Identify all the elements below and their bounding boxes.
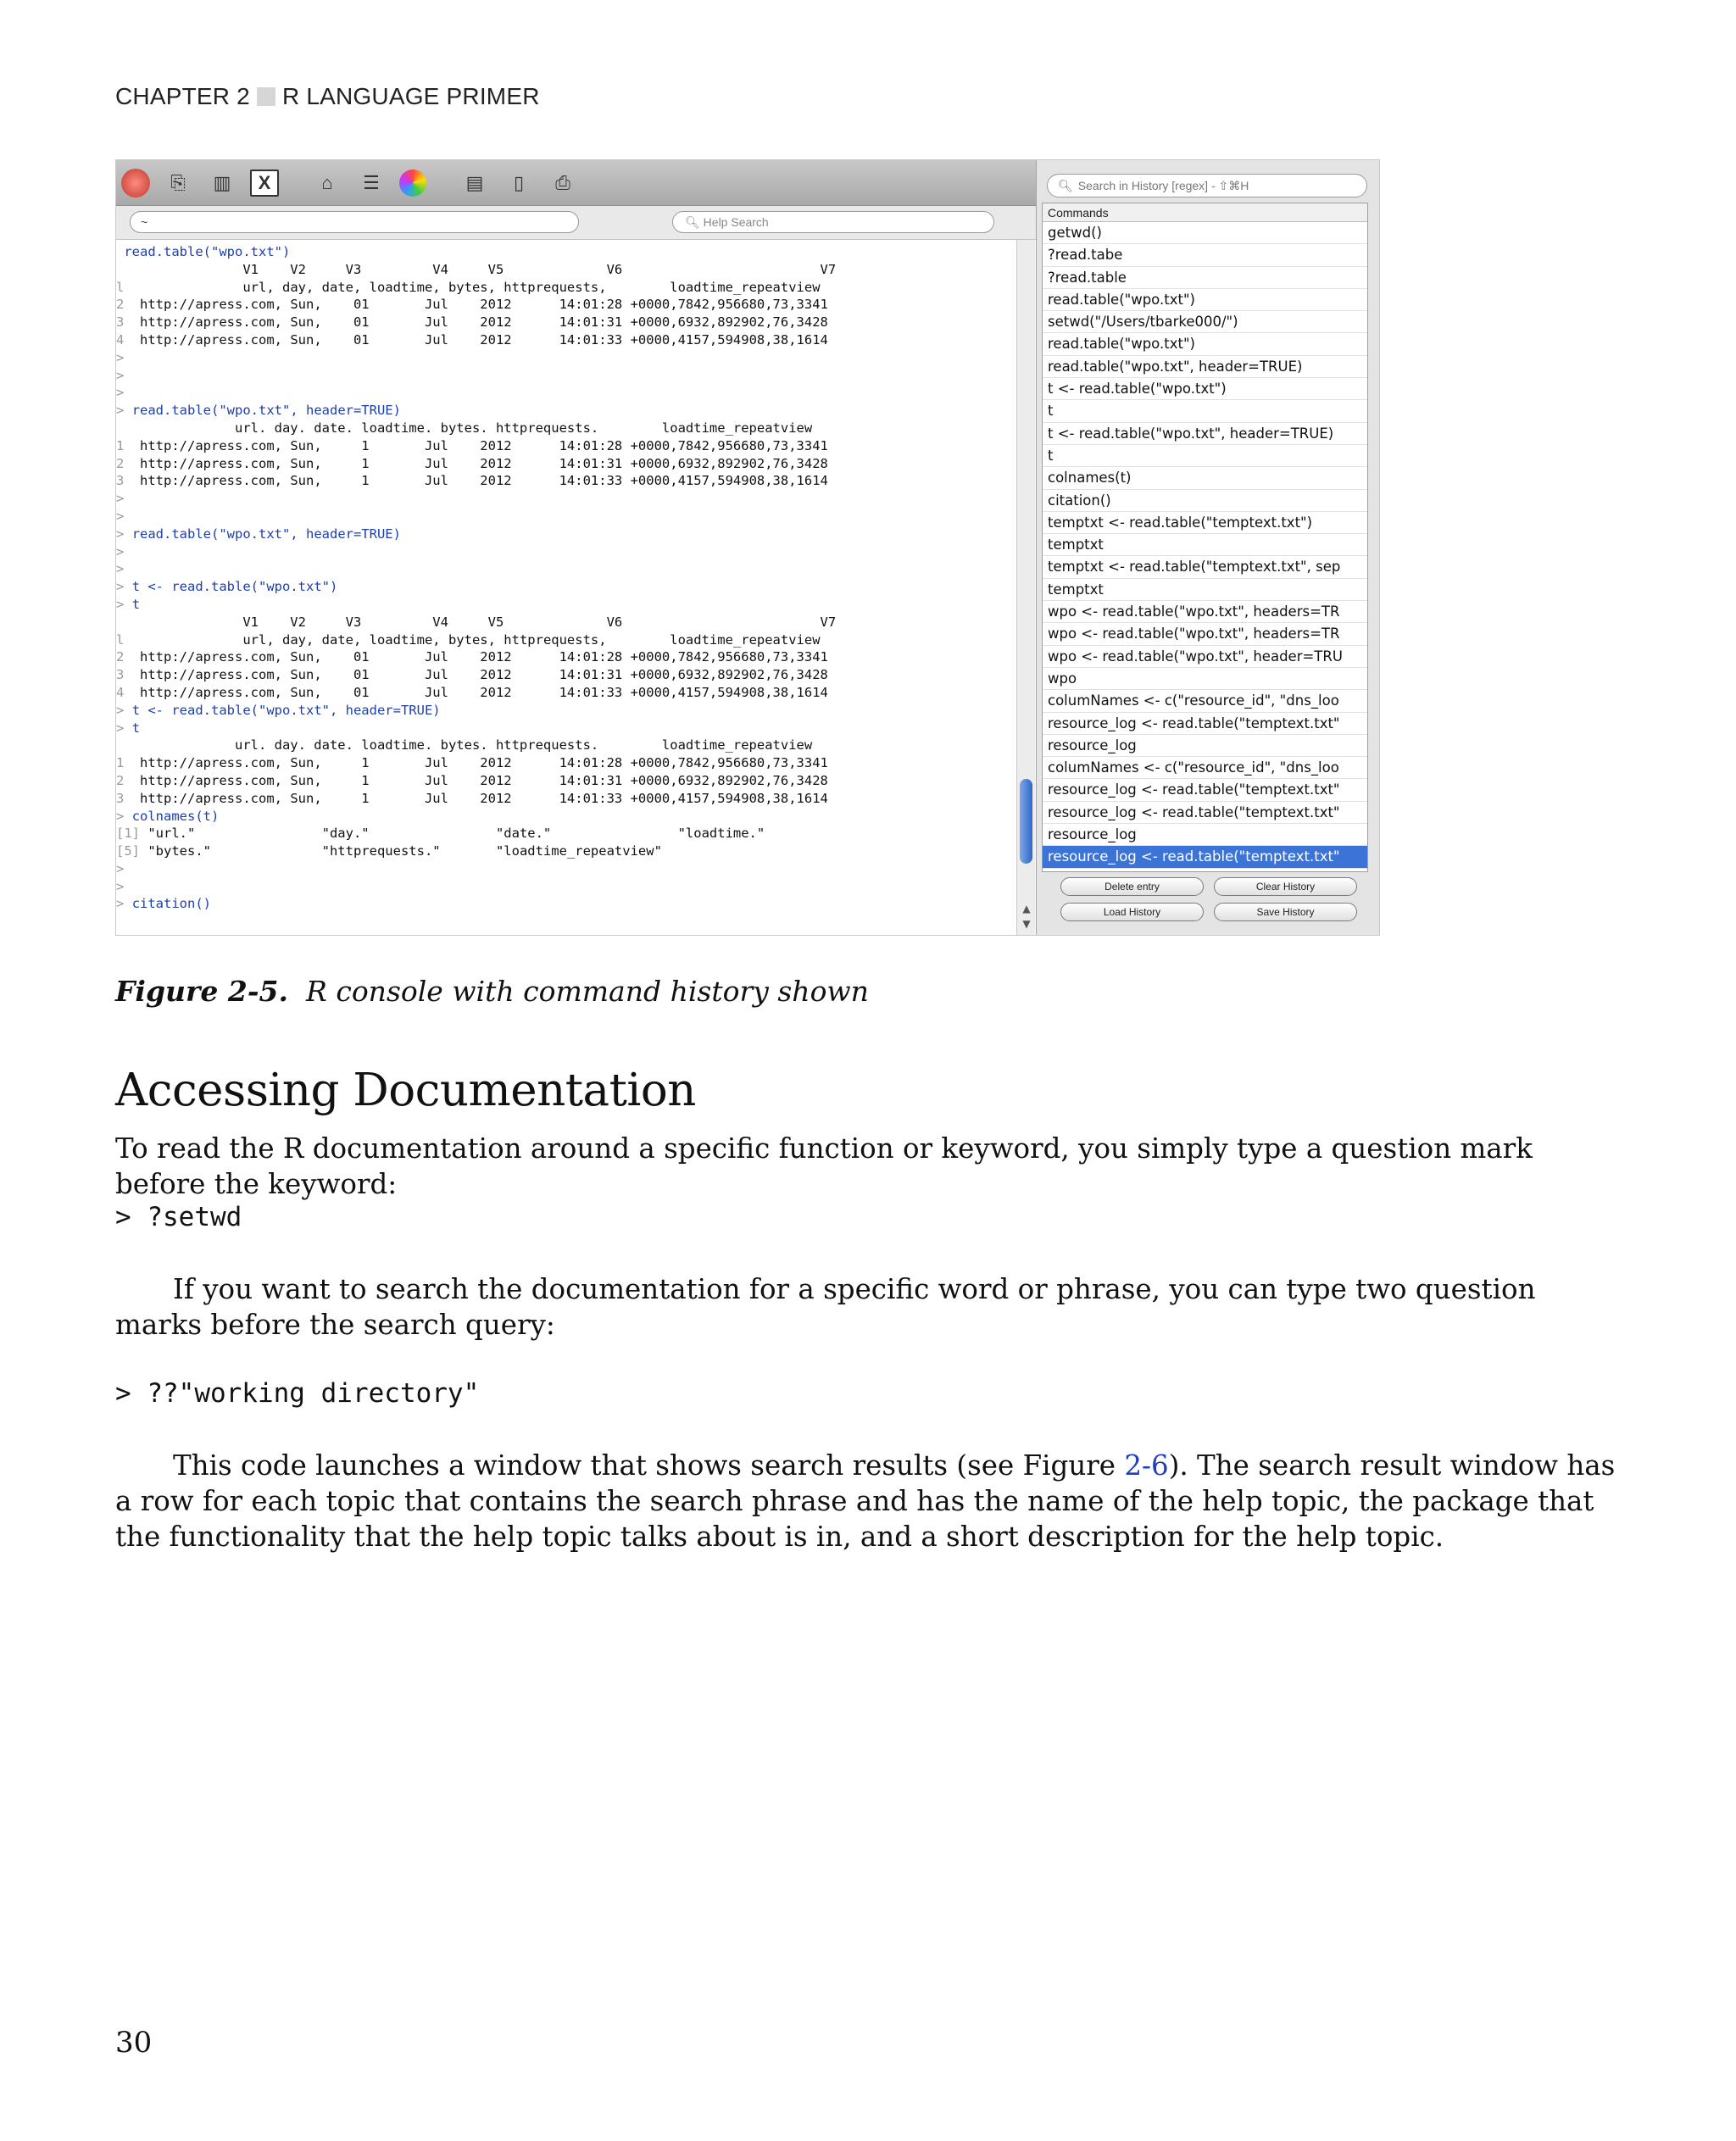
search-icon: 🔍︎ (1058, 179, 1073, 192)
console-line-text: http://apress.com, Sun, 1 Jul 2012 14:01:33 +0000,4157,594908,38,1614 (131, 790, 828, 806)
console-line-text: url. day. date. loadtime. bytes. httprequests. loadtime_repeatview (124, 737, 813, 754)
console-line (116, 331, 1015, 349)
console-gutter: l (116, 631, 125, 648)
page-number: 30 (115, 2026, 153, 2060)
history-item[interactable]: read.table("wpo.txt") (1043, 333, 1367, 355)
console-gutter: 1 (116, 437, 125, 453)
console-line (116, 437, 1015, 455)
console-line (116, 420, 1015, 437)
code-search: > ??"working directory" (115, 1378, 480, 1409)
console-gutter: 3 (116, 790, 125, 806)
history-item[interactable]: columNames <- c("resource_id", "dns_loo (1043, 690, 1367, 712)
console-gutter: > (116, 808, 125, 824)
history-search-field[interactable] (1047, 174, 1367, 197)
console-line-text: read.table("wpo.txt", header=TRUE) (131, 526, 401, 542)
console-line-text: citation() (131, 896, 212, 912)
history-item[interactable]: resource_log <- read.table("temptext.txt" (1043, 779, 1367, 801)
history-item[interactable]: wpo <- read.table("wpo.txt", header=TRU (1043, 646, 1367, 668)
history-item[interactable]: citation() (1043, 490, 1367, 512)
section-title: Accessing Documentation (115, 1065, 696, 1116)
console-gutter: > (116, 385, 125, 401)
console-line (116, 790, 1015, 808)
history-item[interactable]: read.table("wpo.txt", header=TRUE) (1043, 356, 1367, 378)
x11-icon[interactable]: X (250, 170, 279, 197)
console-line (116, 614, 1015, 631)
console-toolbar (116, 160, 1036, 206)
history-item[interactable]: resource_log <- read.table("temptext.txt" (1043, 802, 1367, 824)
console-line (116, 490, 1015, 508)
console-gutter: > (116, 543, 125, 559)
console-line-text: url. day. date. loadtime. bytes. httprequests. loadtime_repeatview (124, 420, 813, 436)
console-line-text: t <- read.table("wpo.txt", header=TRUE) (131, 702, 441, 718)
console-line-text: colnames(t) (131, 808, 220, 824)
console-line-text: t <- read.table("wpo.txt") (131, 579, 338, 595)
console-gutter: > (116, 702, 125, 718)
console-line (116, 860, 1015, 878)
history-column-header[interactable]: Commands (1043, 203, 1367, 222)
paragraph-3-before: This code launches a window that shows search results (see Figure (173, 1449, 1125, 1482)
console-line (116, 508, 1015, 526)
console-gutter: > (116, 367, 125, 383)
console-line (116, 720, 1015, 737)
console-line (116, 560, 1015, 578)
history-item[interactable]: temptxt (1043, 534, 1367, 556)
console-line-text: http://apress.com, Sun, 1 Jul 2012 14:01:28 +0000,7842,956680,73,3341 (131, 755, 828, 771)
chart-icon[interactable]: ▥ (213, 171, 231, 193)
console-line (116, 737, 1015, 754)
clear-history-button[interactable]: Clear History (1214, 877, 1357, 896)
history-item[interactable]: t <- read.table("wpo.txt") (1043, 378, 1367, 400)
console-gutter: 3 (116, 314, 125, 331)
console-line (116, 243, 1015, 261)
history-buttons (1060, 877, 1357, 921)
console-gutter: [5] (116, 843, 140, 859)
history-item[interactable]: t (1043, 400, 1367, 422)
history-item[interactable]: ?read.table (1043, 267, 1367, 289)
console-line-text: "url." "day." "date." "loadtime." (147, 826, 765, 842)
console-gutter: > (116, 561, 125, 577)
console-line-text: V1 V2 V3 V4 V5 V6 V7 (124, 261, 837, 277)
console-line-text: http://apress.com, Sun, 1 Jul 2012 14:01:31 +0000,6932,892902,76,3428 (131, 772, 828, 788)
console-gutter: > (116, 860, 125, 876)
history-item[interactable]: resource_log (1043, 824, 1367, 846)
console-gutter: 2 (116, 297, 125, 313)
r-console-screenshot (115, 159, 1380, 936)
console-line (116, 349, 1015, 367)
figure-caption (115, 975, 869, 1008)
history-item[interactable]: wpo <- read.table("wpo.txt", headers=TR (1043, 601, 1367, 623)
console-line (116, 878, 1015, 896)
running-head-title: R LANGUAGE PRIMER (281, 83, 540, 109)
running-head-chapter: CHAPTER 2 (115, 83, 250, 109)
new-document-icon[interactable]: ▯ (513, 171, 525, 193)
console-gutter: > (116, 596, 125, 612)
history-item[interactable]: resource_log <- read.table("temptext.txt" (1043, 713, 1367, 735)
delete-entry-button[interactable]: Delete entry (1060, 877, 1204, 896)
console-line-text: read.table("wpo.txt", header=TRUE) (131, 403, 401, 419)
console-line (116, 384, 1015, 402)
console-line (116, 402, 1015, 420)
console-line-text: t (131, 596, 141, 612)
console-line-text: url, day, date, loadtime, bytes, httprequests, loadtime_repeatview (131, 279, 821, 295)
history-item[interactable]: setwd("/Users/tbarke000/") (1043, 311, 1367, 333)
console-line (116, 666, 1015, 684)
console-gutter: l (116, 279, 125, 295)
console-gutter: 2 (116, 455, 125, 471)
console-gutter: > (116, 526, 125, 542)
separator-square (257, 87, 275, 106)
console-gutter: > (116, 491, 125, 507)
history-item[interactable]: t (1043, 445, 1367, 467)
console-line (116, 367, 1015, 385)
console-line-text: t (131, 720, 141, 736)
console-gutter: > (116, 349, 125, 365)
console-line-text: http://apress.com, Sun, 01 Jul 2012 14:01:31 +0000,6932,892902,76,3428 (131, 314, 828, 331)
console-line-text: http://apress.com, Sun, 01 Jul 2012 14:01:33 +0000,4157,594908,38,1614 (131, 684, 828, 700)
console-gutter: 2 (116, 772, 125, 788)
load-history-button[interactable]: Load History (1060, 903, 1204, 921)
console-gutter: [1] (116, 826, 140, 842)
code-setwd: > ?setwd (115, 1202, 242, 1232)
paragraph-2 (115, 1271, 1624, 1343)
console-gutter: > (116, 508, 125, 524)
console-scrollbar[interactable] (1016, 240, 1035, 936)
console-line (116, 895, 1015, 913)
history-item[interactable]: read.table("wpo.txt") (1043, 289, 1367, 311)
console-output[interactable] (116, 240, 1015, 935)
history-item[interactable]: ?read.tabe (1043, 244, 1367, 266)
console-gutter: 1 (116, 755, 125, 771)
console-gutter: 3 (116, 473, 125, 489)
console-gutter: > (116, 579, 125, 595)
new-quartz-icon[interactable]: ▤ (465, 171, 484, 193)
history-item[interactable]: resource_log (1043, 735, 1367, 757)
console-line-text: V1 V2 V3 V4 V5 V6 V7 (124, 614, 837, 630)
paragraph-3-after: ). The search result window has a row for each topic that contains the search phrase and has the name of the help topic, the package that the functionality that the help topic talks about is in, and a short description for the help topic. (115, 1449, 1616, 1553)
console-line (116, 526, 1015, 543)
console-gutter: > (116, 403, 125, 419)
console-gutter: 4 (116, 684, 125, 700)
history-item[interactable]: wpo (1043, 668, 1367, 690)
history-item[interactable]: resource_log <- read.table("temptext.txt" (1043, 846, 1367, 868)
console-line (116, 808, 1015, 826)
console-line-text: http://apress.com, Sun, 1 Jul 2012 14:01:33 +0000,4157,594908,38,1614 (131, 473, 828, 489)
console-line (116, 842, 1015, 860)
console-line (116, 578, 1015, 596)
history-item[interactable]: getwd() (1043, 222, 1367, 244)
console-line (116, 702, 1015, 720)
package-icon[interactable]: ⌂ (321, 171, 333, 193)
console-line (116, 631, 1015, 649)
console-line-text: http://apress.com, Sun, 01 Jul 2012 14:01:33 +0000,4157,594908,38,1614 (131, 331, 828, 348)
working-directory-field[interactable]: ~ (130, 211, 579, 233)
history-search-placeholder: Search in History [regex] - ⇧⌘H (1077, 179, 1249, 192)
console-gutter: 4 (116, 331, 125, 348)
console-line-text: url, day, date, loadtime, bytes, httprequests, loadtime_repeatview (131, 631, 821, 648)
figure-label: Figure 2-5. (115, 975, 289, 1008)
console-line (116, 455, 1015, 473)
paragraph-3 (115, 1448, 1624, 1554)
console-line (116, 754, 1015, 772)
console-line-text: "bytes." "httprequests." "loadtime_repeatview" (147, 843, 662, 859)
console-line (116, 825, 1015, 842)
history-item[interactable]: t <- read.table("wpo.txt", header=TRUE) (1043, 423, 1367, 445)
console-gutter: 2 (116, 649, 125, 665)
color-wheel-icon[interactable] (399, 170, 426, 197)
console-line-text: http://apress.com, Sun, 1 Jul 2012 14:01:31 +0000,6932,892902,76,3428 (131, 455, 828, 471)
history-item[interactable]: temptxt (1043, 579, 1367, 601)
console-line (116, 684, 1015, 702)
history-item[interactable]: temptxt <- read.table("temptext.txt") (1043, 512, 1367, 534)
history-list[interactable] (1042, 203, 1368, 872)
paragraph-1: To read the R documentation around a specific function or keyword, you simply type a question mark before the keyword: (115, 1132, 1533, 1200)
source-script-icon[interactable]: ⎘ (170, 171, 186, 193)
help-search-field[interactable]: 🔍︎ Help Search (672, 211, 994, 233)
console-line (116, 314, 1015, 331)
path-bar (116, 206, 1036, 240)
stop-icon[interactable] (121, 169, 150, 197)
console-line (116, 261, 1015, 279)
scroll-arrows-icon[interactable]: ▲ ▼ (1022, 903, 1031, 930)
history-item[interactable]: columNames <- c("resource_id", "dns_loo (1043, 757, 1367, 779)
console-line-text: http://apress.com, Sun, 01 Jul 2012 14:01:31 +0000,6932,892902,76,3428 (131, 667, 828, 683)
data-editor-icon[interactable]: ☰ (363, 171, 380, 193)
paragraph-2-text: If you want to search the documentation for a specific word or phrase, you can type two question marks before the search query: (115, 1273, 1536, 1341)
console-line (116, 279, 1015, 297)
console-gutter: > (116, 896, 125, 912)
running-head (115, 83, 540, 110)
console-gutter: 3 (116, 667, 125, 683)
console-line-text: read.table("wpo.txt") (124, 244, 291, 259)
console-line-text: http://apress.com, Sun, 01 Jul 2012 14:01:28 +0000,7842,956680,73,3341 (131, 649, 828, 665)
figure-reference-link[interactable]: 2-6 (1124, 1449, 1169, 1482)
print-icon[interactable]: ⎙ (555, 171, 570, 193)
console-gutter: > (116, 878, 125, 894)
console-line (116, 772, 1015, 790)
console-line (116, 596, 1015, 614)
history-item[interactable]: temptxt <- read.table("temptext.txt", sep (1043, 556, 1367, 578)
console-line (116, 543, 1015, 561)
help-search-placeholder: Help Search (703, 215, 769, 229)
save-history-button[interactable]: Save History (1214, 903, 1357, 921)
console-line (116, 648, 1015, 666)
scroll-thumb[interactable] (1020, 779, 1032, 864)
console-window (116, 160, 1036, 936)
console-line (116, 296, 1015, 314)
history-item[interactable]: wpo <- read.table("wpo.txt", headers=TR (1043, 623, 1367, 645)
console-line (116, 472, 1015, 490)
console-line-text: http://apress.com, Sun, 1 Jul 2012 14:01:28 +0000,7842,956680,73,3341 (131, 437, 828, 453)
console-line-text: http://apress.com, Sun, 01 Jul 2012 14:01:28 +0000,7842,956680,73,3341 (131, 297, 828, 313)
history-item[interactable]: colnames(t) (1043, 467, 1367, 489)
history-drawer (1036, 160, 1380, 936)
console-gutter: > (116, 720, 125, 736)
figure-caption-text: R console with command history shown (306, 975, 869, 1008)
